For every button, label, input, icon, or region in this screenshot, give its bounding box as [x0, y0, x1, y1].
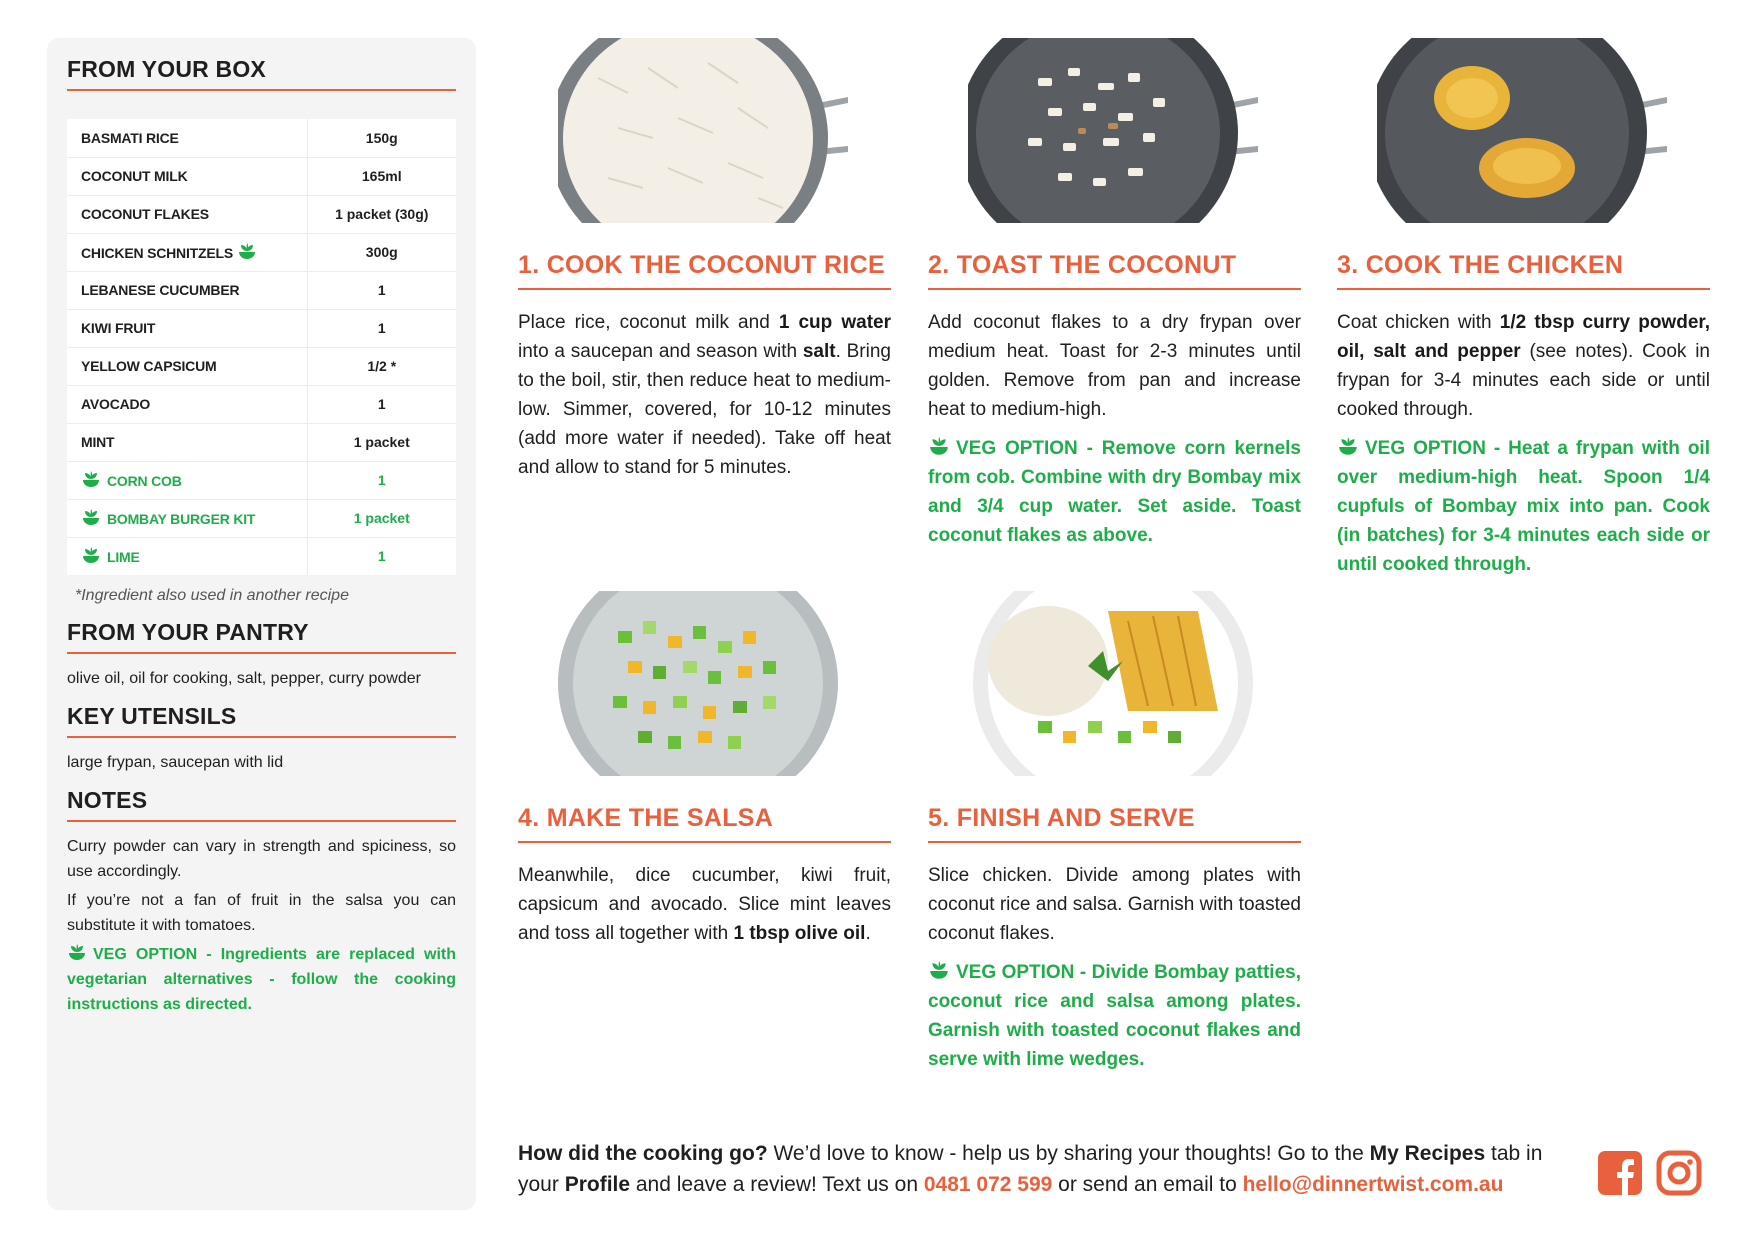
step-text: . Bring to the boil, stir, then reduce heat to medium-low. Simmer, covered, for 10-12 minutes (add more water if needed). Take off heat and allow to stand for 5 minutes. — [518, 341, 891, 478]
step-veg-text: VEG OPTION - Divide Bombay patties, coconut rice and salsa among plates. Garnish with toasted coconut flakes and serve with lime wedges. — [928, 962, 1301, 1070]
step-bold: 1 tbsp olive oil — [733, 923, 866, 944]
veg-leaf-icon — [1337, 436, 1359, 458]
step-4 — [518, 591, 891, 948]
table-row — [67, 233, 456, 271]
step-body — [1337, 308, 1710, 424]
step-2 — [928, 38, 1301, 550]
profile-label: Profile — [564, 1173, 631, 1196]
footer-text: and leave a review! Text us on — [630, 1173, 924, 1196]
notes-veg-text: VEG OPTION - Ingredients are replaced with vegetarian alternatives - follow the cooking instructions as directed. — [67, 946, 456, 1013]
table-row — [67, 385, 456, 423]
step-1 — [518, 38, 891, 482]
step-body — [518, 861, 891, 948]
step-5 — [928, 591, 1301, 1074]
step-title: 4. MAKE THE SALSA — [518, 804, 891, 843]
step-veg-text: VEG OPTION - Heat a frypan with oil over medium-high heat. Spoon 1/4 cupfuls of Bombay mix into pan. Cook (in batches) for 3-4 minutes each side or until cooked through. — [1337, 438, 1710, 575]
notes-paragraph: Curry powder can vary in strength and spiciness, so use accordingly. — [67, 838, 456, 880]
step-bold: salt — [802, 341, 836, 362]
notes-paragraph: If you’re not a fan of fruit in the salsa you can substitute it with tomatoes. — [67, 892, 456, 934]
ingredient-qty: 1/2 * — [307, 347, 456, 385]
ingredient-name: CHICKEN SCHNITZELS — [81, 245, 233, 261]
veg-leaf-icon — [81, 470, 101, 490]
ingredient-name: AVOCADO — [67, 385, 307, 423]
ingredient-name: LEBANESE CUCUMBER — [67, 271, 307, 309]
table-row — [67, 499, 456, 537]
step-title: 5. FINISH AND SERVE — [928, 804, 1301, 843]
step-text: . — [865, 923, 871, 944]
step-body: Add coconut flakes to a dry frypan over medium heat. Toast for 2-3 minutes until golden. Remove from pan and increase heat to medium-high. — [928, 312, 1301, 420]
ingredient-name: CORN COB — [107, 473, 182, 489]
chicken-pan-photo — [1377, 38, 1667, 223]
facebook-icon[interactable] — [1597, 1150, 1643, 1196]
ingredient-name: YELLOW CAPSICUM — [67, 347, 307, 385]
step-title: 2. TOAST THE COCONUT — [928, 251, 1301, 290]
ingredient-name: BOMBAY BURGER KIT — [107, 511, 256, 527]
ingredients-sidebar — [47, 38, 476, 1210]
step-text: into a saucepan and season with — [518, 341, 803, 362]
feedback-footer — [518, 1138, 1588, 1200]
step-bold: 1 cup water — [778, 312, 891, 333]
veg-leaf-icon — [928, 436, 950, 458]
veg-leaf-icon — [81, 508, 101, 528]
ingredient-qty: 150g — [307, 119, 456, 157]
table-row — [67, 347, 456, 385]
step-veg-option — [928, 958, 1301, 1074]
veg-leaf-icon — [237, 242, 257, 262]
ingredient-name: LIME — [107, 549, 140, 566]
ingredient-name: MINT — [67, 423, 307, 461]
step-title: 3. COOK THE CHICKEN — [1337, 251, 1710, 290]
ingredient-name: COCONUT FLAKES — [67, 195, 307, 233]
ingredient-footnote: *Ingredient also used in another recipe — [75, 587, 349, 604]
salsa-bowl-photo — [558, 591, 848, 776]
notes-heading: NOTES — [67, 787, 456, 822]
ingredient-qty: 1 — [377, 548, 386, 565]
ingredient-qty: 165ml — [307, 157, 456, 195]
key-utensils-heading: KEY UTENSILS — [67, 703, 456, 738]
step-text: (see notes). Cook in frypan for 3-4 minutes each side or until cooked through. — [1337, 341, 1710, 420]
step-body: Slice chicken. Divide among plates with coconut rice and salsa. Garnish with toasted coconut flakes. — [928, 865, 1301, 944]
ingredient-name-cell — [67, 461, 307, 499]
toasted-coconut-pan-photo — [968, 38, 1258, 223]
ingredient-name: COCONUT MILK — [67, 157, 307, 195]
step-veg-option — [1337, 434, 1710, 579]
table-row — [67, 309, 456, 347]
table-row — [67, 119, 456, 157]
ingredient-qty: 1 — [307, 461, 456, 499]
instagram-icon[interactable] — [1656, 1150, 1702, 1196]
ingredient-name-cell — [67, 499, 307, 537]
ingredient-qty: 1 packet (30g) — [307, 195, 456, 233]
ingredient-qty: 300g — [307, 233, 456, 271]
email-link[interactable]: hello@dinnertwist.com.au — [1242, 1173, 1504, 1196]
step-text: Meanwhile, dice cucumber, kiwi fruit, capsicum and avocado. Slice mint leaves and toss all together with — [518, 865, 891, 944]
pantry-text: olive oil, oil for cooking, salt, pepper, curry powder — [67, 670, 421, 687]
table-row — [67, 157, 456, 195]
step-bold: 1/2 tbsp curry powder, oil, salt and pepper — [1337, 312, 1711, 362]
from-your-pantry-heading: FROM YOUR PANTRY — [67, 619, 456, 654]
footer-bold: How did the cooking go? — [518, 1142, 768, 1165]
veg-leaf-icon — [67, 943, 87, 963]
table-row — [67, 195, 456, 233]
ingredient-name-cell — [67, 233, 307, 271]
step-veg-option — [928, 434, 1301, 550]
my-recipes-label: My Recipes — [1369, 1142, 1486, 1165]
step-veg-text: VEG OPTION - Remove corn kernels from cob. Combine with dry Bombay mix and 3/4 cup water. Set aside. Toast coconut flakes as above. — [928, 438, 1301, 546]
ingredient-qty: 1 packet — [307, 423, 456, 461]
footer-text: tab in your — [518, 1142, 1543, 1196]
ingredient-name-cell — [67, 537, 307, 575]
step-body — [518, 308, 891, 482]
ingredient-name: BASMATI RICE — [67, 119, 307, 157]
ingredient-qty: 1 — [307, 309, 456, 347]
table-row — [67, 537, 456, 575]
step-text: Coat chicken with — [1337, 312, 1500, 333]
from-your-box-heading: FROM YOUR BOX — [67, 56, 456, 91]
phone-link[interactable]: 0481 072 599 — [923, 1173, 1053, 1196]
step-text: Place rice, coconut milk and — [518, 312, 779, 333]
ingredient-qty: 1 — [307, 385, 456, 423]
step-3 — [1337, 38, 1710, 579]
step-title: 1. COOK THE COCONUT RICE — [518, 251, 891, 290]
utensils-text: large frypan, saucepan with lid — [67, 754, 284, 771]
table-row — [67, 271, 456, 309]
ingredient-qty: 1 packet — [307, 499, 456, 537]
footer-text: or send an email to — [1052, 1173, 1243, 1196]
table-row — [67, 461, 456, 499]
veg-leaf-icon — [928, 960, 950, 982]
rice-pot-photo — [558, 38, 848, 223]
finished-plate-photo — [968, 591, 1258, 776]
ingredient-qty: 1 — [307, 271, 456, 309]
veg-leaf-icon — [81, 546, 101, 566]
ingredients-table — [67, 119, 456, 575]
table-row — [67, 423, 456, 461]
ingredient-name: KIWI FRUIT — [67, 309, 307, 347]
footer-text: We’d love to know - help us by sharing your thoughts! Go to the — [767, 1142, 1370, 1165]
notes-veg-option — [67, 942, 456, 1017]
